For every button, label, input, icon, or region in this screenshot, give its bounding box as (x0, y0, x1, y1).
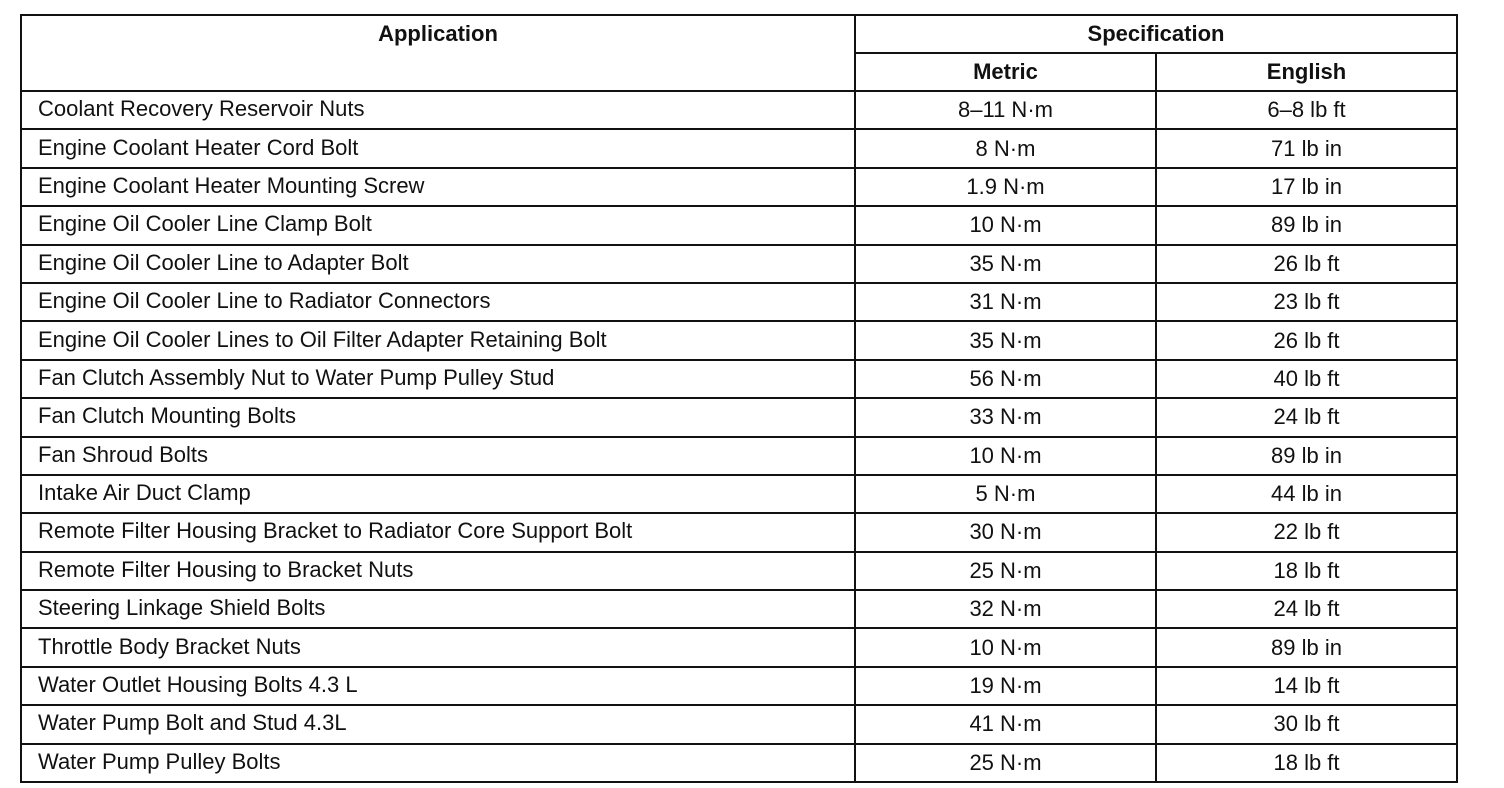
table-row (21, 360, 1457, 398)
application-cell: Engine Oil Cooler Line Clamp Bolt (21, 206, 855, 244)
metric-value-cell: 10 N·m (855, 628, 1156, 666)
english-value-cell: 44 lb in (1156, 475, 1457, 513)
table-row (21, 91, 1457, 129)
metric-value-cell: 8 N·m (855, 129, 1156, 167)
application-cell: Fan Shroud Bolts (21, 437, 855, 475)
english-value-cell: 23 lb ft (1156, 283, 1457, 321)
metric-value-cell: 1.9 N·m (855, 168, 1156, 206)
metric-value-cell: 19 N·m (855, 667, 1156, 705)
english-value-cell: 24 lb ft (1156, 398, 1457, 436)
torque-specification-table (20, 14, 1458, 783)
table-row (21, 628, 1457, 666)
table-header (21, 15, 1457, 91)
application-cell: Water Outlet Housing Bolts 4.3 L (21, 667, 855, 705)
application-cell: Water Pump Pulley Bolts (21, 744, 855, 782)
table-row (21, 321, 1457, 359)
application-cell: Engine Oil Cooler Lines to Oil Filter Adapter Retaining Bolt (21, 321, 855, 359)
application-cell: Remote Filter Housing to Bracket Nuts (21, 552, 855, 590)
application-cell: Engine Oil Cooler Line to Radiator Connectors (21, 283, 855, 321)
metric-value-cell: 35 N·m (855, 321, 1156, 359)
english-value-cell: 30 lb ft (1156, 705, 1457, 743)
table-row (21, 398, 1457, 436)
table-row (21, 590, 1457, 628)
application-column-header: Application (21, 15, 855, 91)
metric-value-cell: 31 N·m (855, 283, 1156, 321)
metric-value-cell: 33 N·m (855, 398, 1156, 436)
application-cell: Engine Oil Cooler Line to Adapter Bolt (21, 245, 855, 283)
metric-value-cell: 30 N·m (855, 513, 1156, 551)
table-row (21, 744, 1457, 782)
metric-value-cell: 35 N·m (855, 245, 1156, 283)
metric-value-cell: 32 N·m (855, 590, 1156, 628)
english-value-cell: 18 lb ft (1156, 552, 1457, 590)
header-row-top (21, 15, 1457, 53)
specification-column-header: Specification (855, 15, 1457, 53)
metric-value-cell: 5 N·m (855, 475, 1156, 513)
metric-value-cell: 56 N·m (855, 360, 1156, 398)
table-row (21, 552, 1457, 590)
table-row (21, 475, 1457, 513)
application-cell: Remote Filter Housing Bracket to Radiator Core Support Bolt (21, 513, 855, 551)
table-row (21, 667, 1457, 705)
english-value-cell: 18 lb ft (1156, 744, 1457, 782)
application-cell: Fan Clutch Mounting Bolts (21, 398, 855, 436)
metric-value-cell: 8–11 N·m (855, 91, 1156, 129)
english-value-cell: 89 lb in (1156, 437, 1457, 475)
metric-value-cell: 10 N·m (855, 437, 1156, 475)
table-row (21, 168, 1457, 206)
english-value-cell: 24 lb ft (1156, 590, 1457, 628)
metric-value-cell: 41 N·m (855, 705, 1156, 743)
english-value-cell: 14 lb ft (1156, 667, 1457, 705)
application-cell: Steering Linkage Shield Bolts (21, 590, 855, 628)
table-row (21, 437, 1457, 475)
application-cell: Coolant Recovery Reservoir Nuts (21, 91, 855, 129)
application-cell: Intake Air Duct Clamp (21, 475, 855, 513)
table-row (21, 129, 1457, 167)
application-cell: Fan Clutch Assembly Nut to Water Pump Pulley Stud (21, 360, 855, 398)
english-column-header: English (1156, 53, 1457, 91)
english-value-cell: 22 lb ft (1156, 513, 1457, 551)
english-value-cell: 6–8 lb ft (1156, 91, 1457, 129)
application-cell: Engine Coolant Heater Mounting Screw (21, 168, 855, 206)
application-cell: Engine Coolant Heater Cord Bolt (21, 129, 855, 167)
metric-value-cell: 10 N·m (855, 206, 1156, 244)
table-row (21, 705, 1457, 743)
english-value-cell: 17 lb in (1156, 168, 1457, 206)
application-cell: Throttle Body Bracket Nuts (21, 628, 855, 666)
english-value-cell: 71 lb in (1156, 129, 1457, 167)
english-value-cell: 26 lb ft (1156, 321, 1457, 359)
english-value-cell: 89 lb in (1156, 206, 1457, 244)
english-value-cell: 40 lb ft (1156, 360, 1457, 398)
english-value-cell: 26 lb ft (1156, 245, 1457, 283)
english-value-cell: 89 lb in (1156, 628, 1457, 666)
metric-value-cell: 25 N·m (855, 744, 1156, 782)
application-cell: Water Pump Bolt and Stud 4.3L (21, 705, 855, 743)
table-row (21, 206, 1457, 244)
metric-column-header: Metric (855, 53, 1156, 91)
table-body (21, 91, 1457, 782)
table-row (21, 283, 1457, 321)
metric-value-cell: 25 N·m (855, 552, 1156, 590)
table-row (21, 245, 1457, 283)
table-row (21, 513, 1457, 551)
